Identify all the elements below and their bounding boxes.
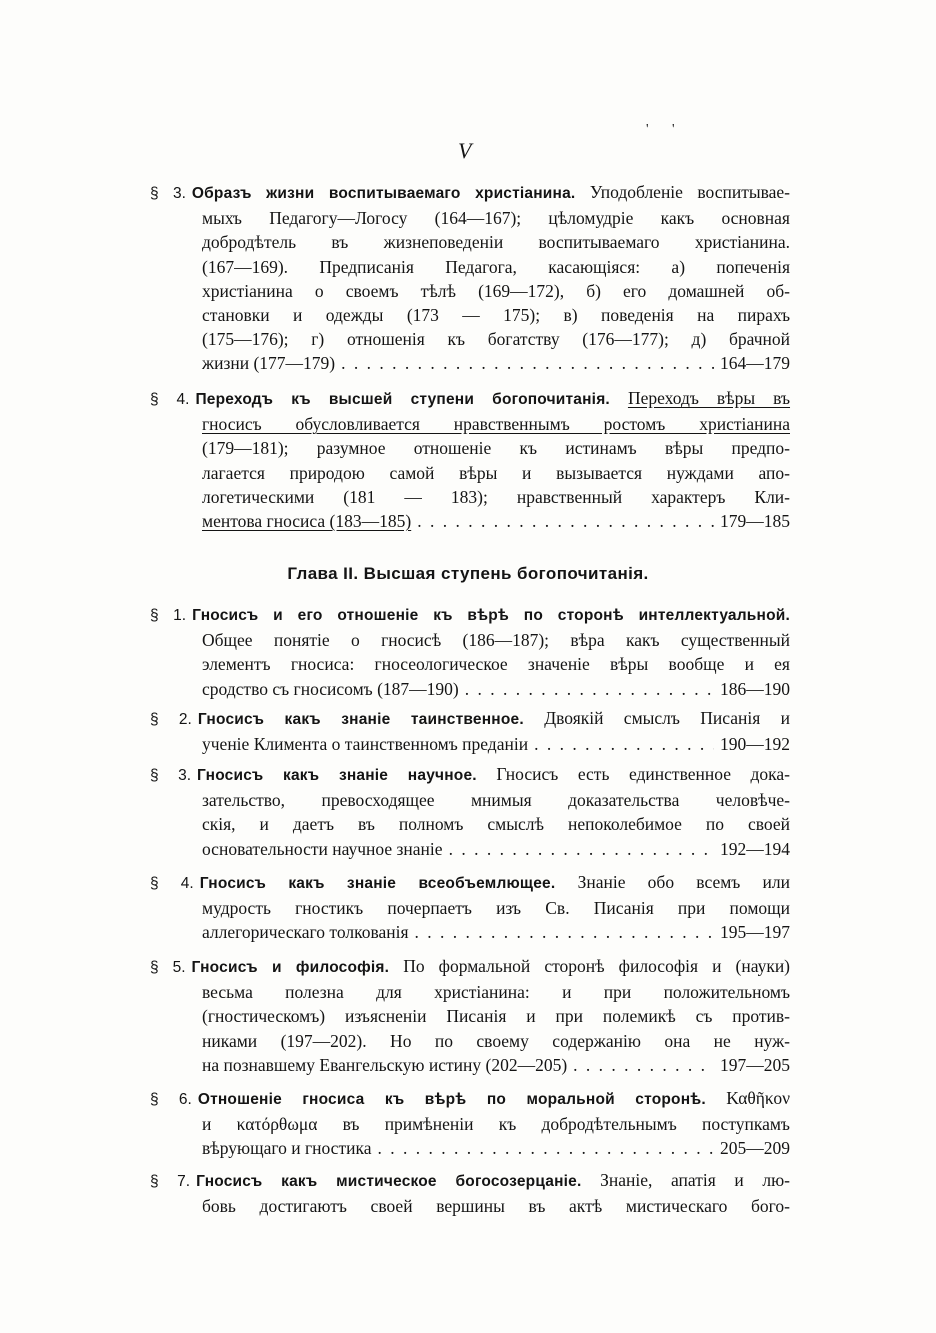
section-number: § 2. [150, 711, 192, 728]
toc-line: зательство, превосходящее мнимыя доказательства человѣче- [202, 790, 790, 811]
toc-line-last [150, 1136, 790, 1160]
toc-line [150, 706, 790, 732]
toc-section-6 [150, 1086, 790, 1161]
dot-leader [465, 677, 714, 701]
toc-line: бовь достигаютъ своей вершины въ актѣ мистическаго бого- [202, 1196, 790, 1217]
toc-section-b4 [150, 386, 790, 533]
section-text: на познавшему Евангельскую истину (202—205) [202, 1054, 568, 1075]
section-number: § 1. [150, 607, 187, 624]
toc-line-last [150, 837, 790, 861]
toc-section-3 [150, 762, 790, 861]
toc-line: весьма полезна для христіанина: и при положительномъ [202, 982, 790, 1003]
toc-line: (гностическомъ) изъясненіи Писанія и при полемикѣ съ против- [202, 1006, 790, 1027]
page-range: 197—205 [720, 1054, 790, 1075]
toc-line [150, 1086, 790, 1112]
dot-leader [449, 837, 714, 861]
section-number: § 6. [150, 1091, 192, 1108]
toc-line: (167—169). Предписанія Педагога, касающіяся: а) попеченія [202, 256, 790, 277]
toc-line: лагается природою самой вѣры и вызывается нуждами апо- [202, 462, 790, 483]
section-title: Переходъ къ высшей ступени богопочитанія. [195, 391, 610, 408]
section-text: основательности научное знаніе [202, 838, 443, 859]
toc-line [150, 870, 790, 896]
toc-line: и κατόρθωμα въ примѣненіи къ добродѣтельнымъ поступкамъ [202, 1114, 790, 1135]
section-title: Гносисъ и философія. [191, 959, 390, 976]
section-number: § 4. [150, 391, 190, 408]
section-text: ментова гносиса (183—185) [202, 511, 412, 532]
toc-line: (179—181); разумное отношеніе къ истинамъ вѣры предпо- [202, 438, 790, 459]
section-title: Гносисъ какъ знаніе таинственное. [197, 711, 524, 728]
section-number: § 5. [150, 959, 186, 976]
toc-line: добродѣтель въ жизнеповеденіи воспитываемаго христіанина. [202, 232, 790, 253]
page-range: 179—185 [720, 511, 790, 532]
toc-line-last [150, 677, 790, 701]
section-text: Καθῆκον [726, 1088, 791, 1108]
section-text: жизни (177—179) [202, 353, 336, 374]
section-number: § 3. [150, 185, 186, 202]
toc-line-last [150, 920, 790, 944]
dot-leader [534, 732, 714, 756]
toc-section-b3 [150, 180, 790, 376]
dot-leader [377, 1136, 714, 1160]
toc-line: христіанина о своемъ тѣлѣ (169—172), б) его домашней об- [202, 280, 790, 301]
toc-line: гносисъ обусловливается нравственнымъ ростомъ христіанина [202, 414, 790, 435]
dot-leader [417, 509, 714, 533]
toc-line [150, 954, 790, 980]
section-title: Гносисъ какъ знаніе всеобъемлющее. [199, 875, 556, 892]
toc-line: (175—176); г) отношенія къ богатству (176—177); д) брачной [202, 329, 790, 350]
section-number: § 3. [150, 767, 192, 784]
scan-specks: ' ' [646, 122, 685, 137]
dot-leader [415, 920, 714, 944]
section-text: Гносисъ есть единственное дока- [496, 764, 791, 784]
toc-line [150, 386, 790, 412]
toc-line: элементъ гносиса: гносеологическое значеніе вѣры вообще и ея [202, 654, 790, 675]
section-title: Образъ жизни воспитываемаго христіанина. [191, 185, 576, 202]
toc-section-5 [150, 954, 790, 1077]
section-text: аллегорическаго толкованія [202, 922, 409, 943]
toc-line: мудрость гностикъ почерпаетъ изъ Св. Писанія при помощи [202, 898, 790, 919]
page-range: 190—192 [720, 734, 790, 755]
section-text: Двоякій смыслъ Писанія и [544, 708, 790, 728]
toc-line [150, 180, 790, 206]
toc-line-last [150, 351, 790, 375]
section-text: сродство съ гносисомъ (187—190) [202, 678, 459, 699]
section-text: ученіе Климента о таинственномъ преданіи [202, 734, 529, 755]
section-text: Переходъ вѣры въ [627, 388, 791, 408]
section-text: вѣрующаго и гностика [202, 1138, 372, 1159]
section-title: Гносисъ и его отношеніе къ вѣрѣ по сторонѣ интеллектуальной. [192, 607, 790, 624]
chapter-heading: Глава II. Высшая ступень богопочитанія. [287, 564, 649, 583]
toc-line [150, 602, 790, 628]
toc-line: логетическими (181 — 183); нравственный характеръ Кли- [202, 486, 790, 507]
toc-line: Общее понятіе о гносисѣ (186—187); вѣра какъ существенный [202, 630, 790, 651]
toc-line: никами (197—202). Но по своему содержанію она не нуж- [202, 1030, 790, 1051]
toc-section-2 [150, 706, 790, 756]
toc-line: становки и одежды (173 — 175); в) поведенія на пирахъ [202, 305, 790, 326]
toc-line [150, 762, 790, 788]
section-number: § 7. [150, 1173, 191, 1190]
toc-line: мыхъ Педагогу—Логосу (164—167); цѣломудріе какъ основная [202, 208, 790, 229]
toc-line: скія, и даетъ въ полномъ смыслѣ непоколебимое по своей [202, 814, 790, 835]
section-text: По формальной сторонѣ философія и (науки) [403, 956, 791, 976]
toc-line-last [150, 732, 790, 756]
section-title: Гносисъ какъ знаніе научное. [197, 767, 477, 784]
section-text: Знаніе обо всемъ или [577, 872, 791, 892]
section-title: Отношеніе гносиса къ вѣрѣ по моральной сторонѣ. [197, 1091, 706, 1108]
section-text: Знаніе, апатія и лю- [600, 1170, 791, 1190]
page-range: 186—190 [720, 678, 790, 699]
dot-leader [573, 1053, 714, 1077]
section-text: Уподобленіе воспитывае- [589, 182, 790, 202]
section-number: § 4. [150, 875, 194, 892]
toc-line-last [150, 509, 790, 533]
page-range: 164—179 [720, 353, 790, 374]
page-range: 205—209 [720, 1138, 790, 1159]
toc-section-7 [150, 1168, 790, 1218]
toc-line-last [150, 1053, 790, 1077]
page-folio: V [458, 138, 472, 163]
toc-section-1 [150, 602, 790, 701]
page-range: 192—194 [720, 838, 790, 859]
page-range: 195—197 [720, 922, 790, 943]
dot-leader [341, 351, 714, 375]
section-title: Гносисъ какъ мистическое богосозерцаніе. [196, 1173, 582, 1190]
toc-line [150, 1168, 790, 1194]
toc-section-4 [150, 870, 790, 945]
